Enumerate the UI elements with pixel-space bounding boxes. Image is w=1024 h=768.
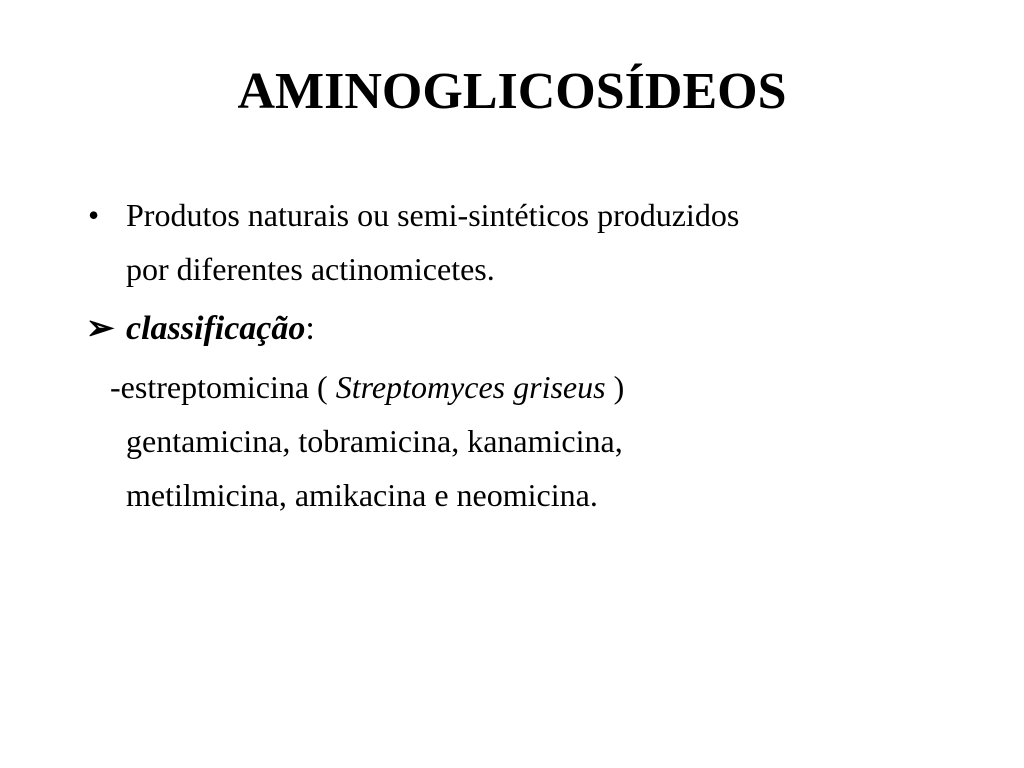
classification-colon: : — [305, 310, 315, 347]
species-name: Streptomyces griseus — [335, 369, 606, 405]
classification-heading — [84, 302, 964, 356]
bullet-item-products — [84, 188, 964, 296]
aminoglycoside-list — [84, 360, 964, 522]
bullet-icon: • — [88, 197, 100, 233]
list-dash: - — [110, 369, 121, 405]
bullet-text-line-2: por diferentes actinomicetes. — [126, 251, 495, 287]
bullet-text-line-1: Produtos naturais ou semi-sintéticos produzidos — [126, 197, 740, 233]
drug-streptomycin: estreptomicina ( — [120, 369, 336, 405]
classification-label: classificação — [126, 310, 306, 347]
list-line-2: gentamicina, tobramicina, kanamicina, — [126, 423, 623, 459]
arrow-bullet-icon: ➢ — [86, 310, 115, 347]
slide-body — [84, 188, 964, 522]
list-line-3: metilmicina, amikacina e neomicina. — [126, 477, 598, 513]
list-line-1 — [110, 360, 964, 414]
slide-title: AMINOGLICOSÍDEOS — [237, 63, 787, 120]
close-paren: ) — [605, 369, 625, 405]
